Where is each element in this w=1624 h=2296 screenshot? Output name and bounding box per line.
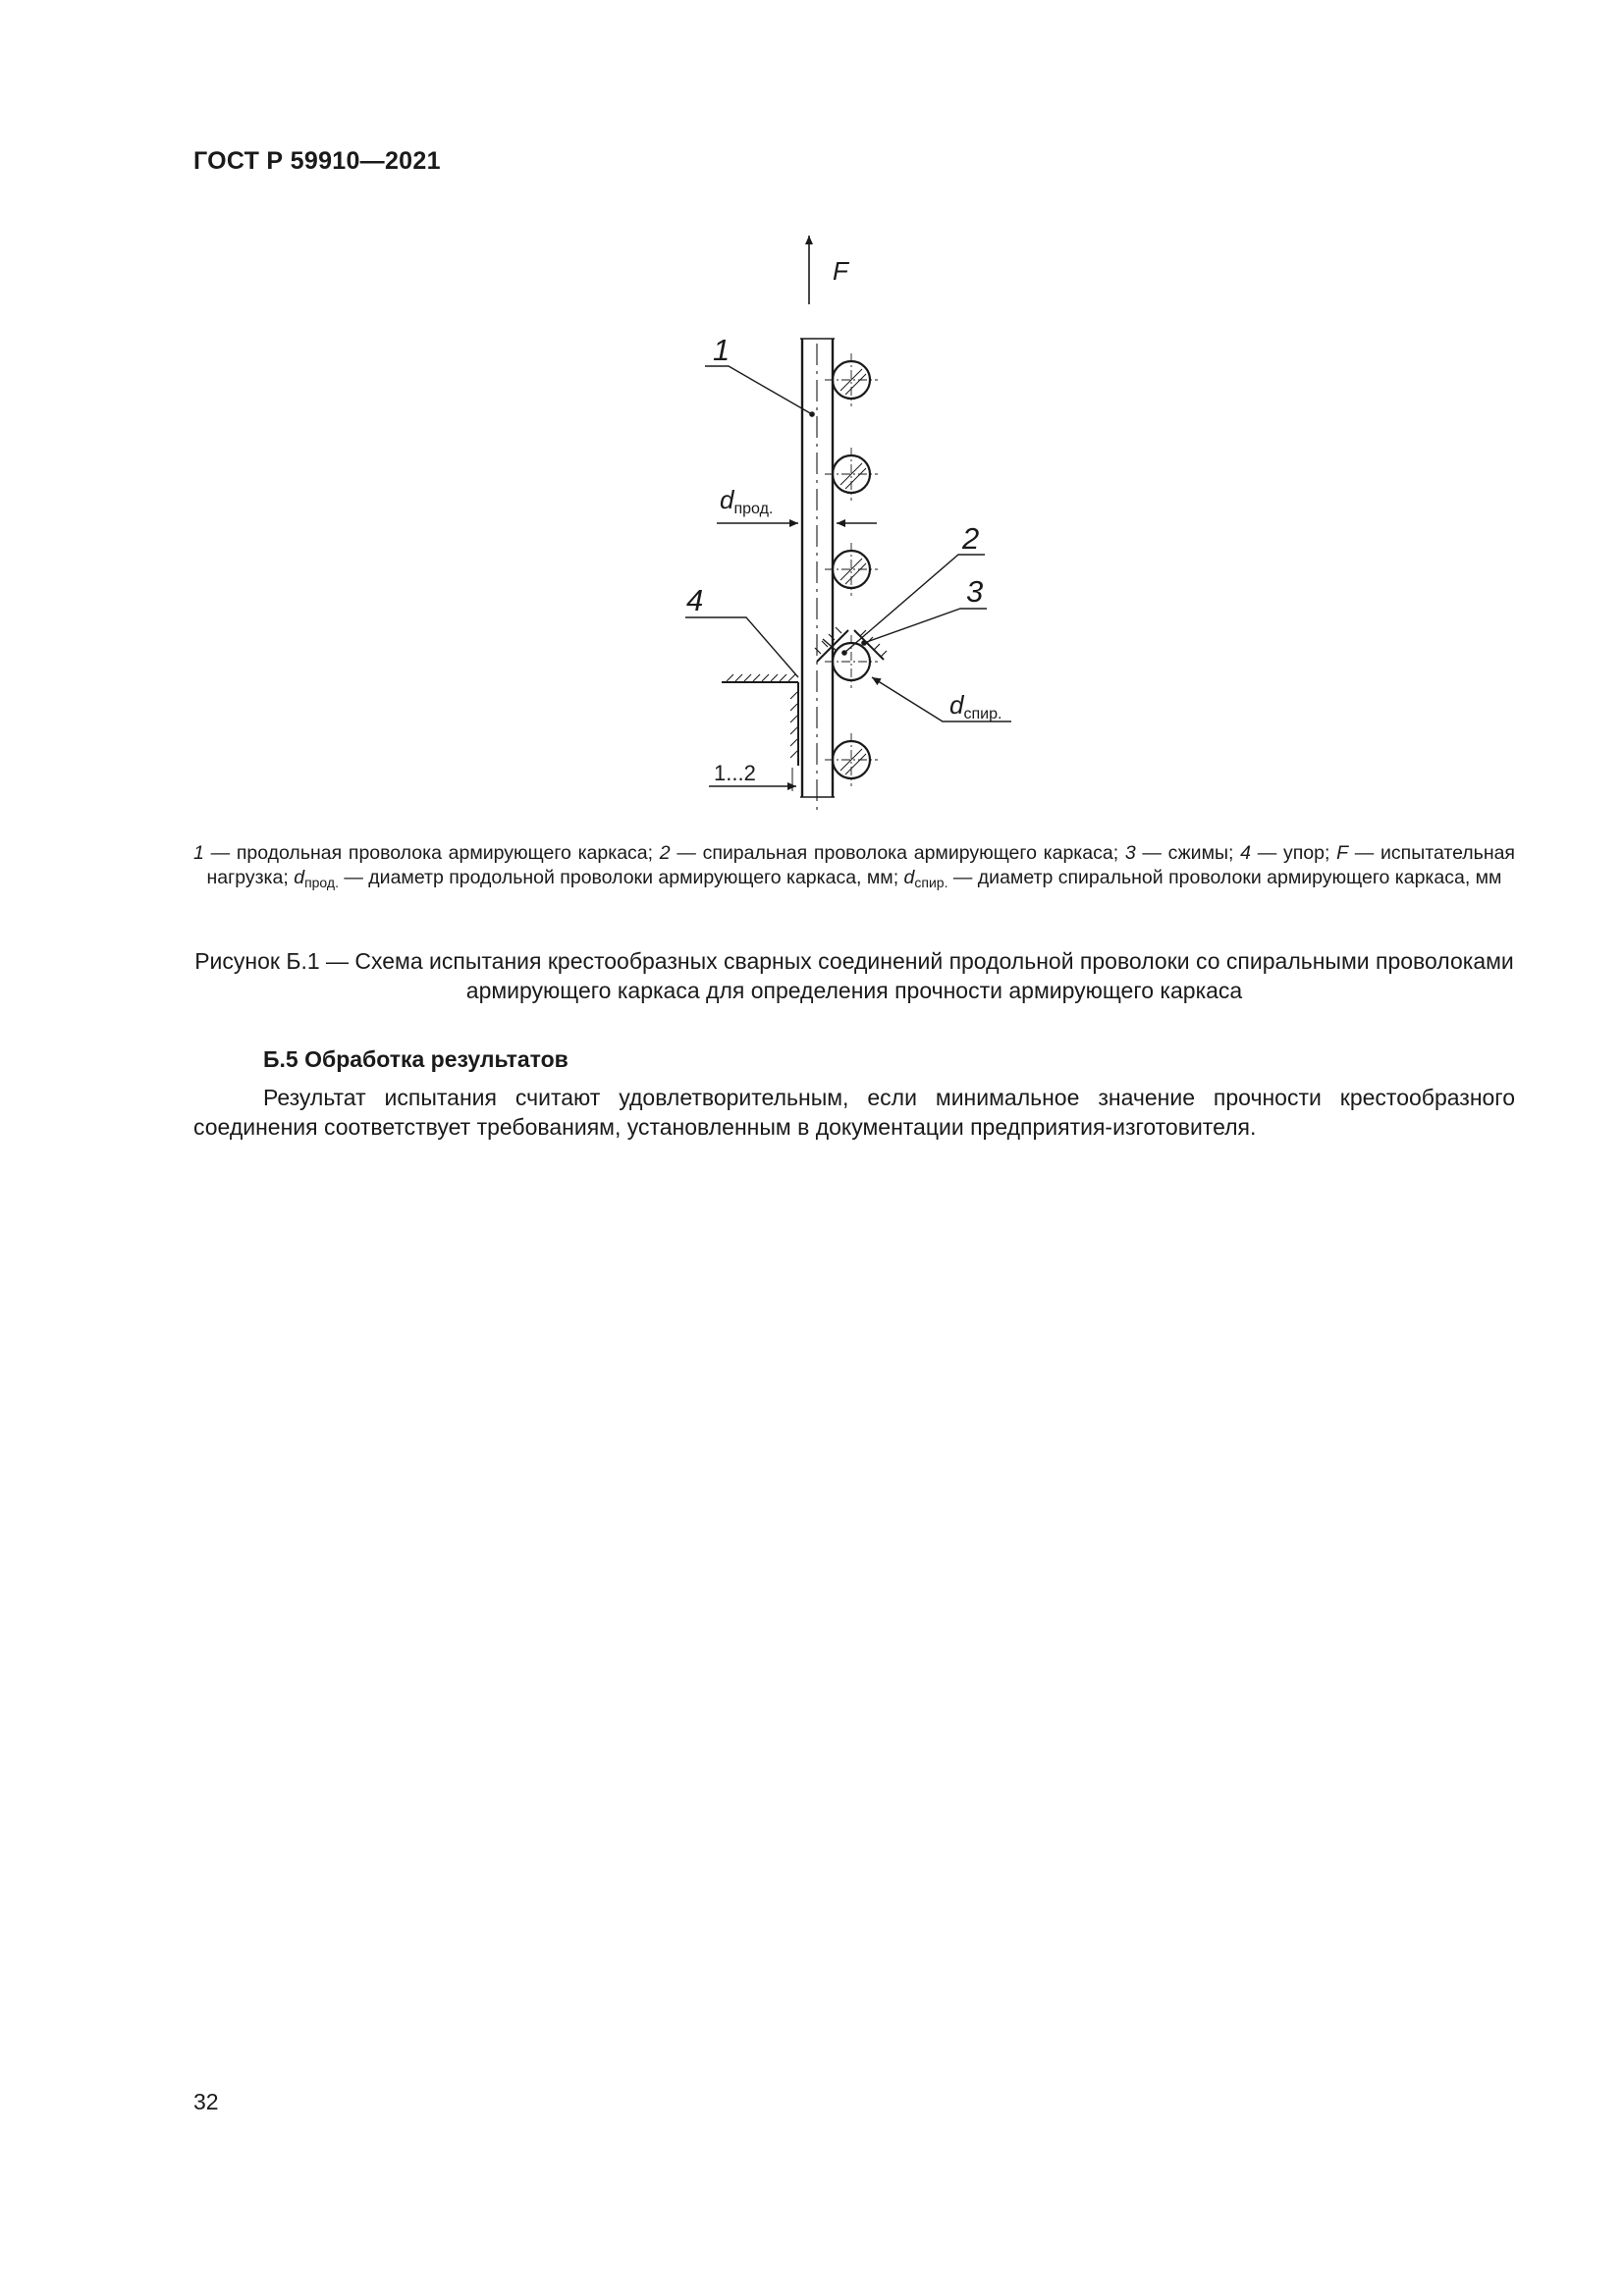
callout-label-3: 3 — [966, 574, 984, 609]
legend-text-3: — сжимы; — [1135, 842, 1241, 864]
dimension-label-d-spir: dспир. — [949, 690, 1002, 722]
leader-line-4 — [685, 617, 798, 677]
dimension-label-gap: 1...2 — [714, 761, 756, 785]
legend-key-4: 4 — [1240, 842, 1252, 864]
leader-line-1 — [705, 366, 815, 417]
section-paragraph: Результат испытания считают удовлетворительным, если минимальное значение прочности крестообразного соединения соответствует требованиям, установленным в документации предприятия-изготовителя. — [193, 1085, 1515, 1140]
legend-key-d-spir: d — [903, 867, 915, 888]
dimension-label-d-prod: dпрод. — [720, 485, 774, 517]
figure-caption: Рисунок Б.1 — Схема испытания крестообразных сварных соединений продольной проволоки со спиральными проволоками армирующего каркаса для определения прочности армирующего каркаса — [194, 948, 1514, 1003]
callout-label-2: 2 — [962, 521, 980, 556]
legend-text-d-spir: — диаметр спиральной проволоки армирующего каркаса, мм — [947, 867, 1502, 888]
stop-support — [722, 674, 798, 766]
legend-key-1: 1 — [193, 842, 204, 864]
legend-text-1: — продольная проволока армирующего каркаса; — [203, 842, 660, 864]
legend-sub-d-prod: прод. — [304, 875, 339, 890]
section-title: Б.5 Обработка результатов — [263, 1046, 568, 1072]
clamp-jaws — [815, 627, 887, 662]
legend-key-f: F — [1336, 842, 1349, 864]
legend-sub-d-spir: спир. — [914, 875, 948, 890]
legend-text-f: — испытательная нагрузка; — [206, 842, 1515, 888]
legend-key-3: 3 — [1124, 842, 1136, 864]
legend-text-2: — спиральная проволока армирующего каркаса; — [670, 842, 1125, 864]
legend-text-d-prod: — диаметр продольной проволоки армирующего каркаса, мм; — [338, 867, 904, 888]
callout-label-4: 4 — [686, 583, 704, 617]
callout-label-1: 1 — [713, 333, 731, 367]
test-scheme-drawing — [677, 221, 1051, 820]
legend-text-4: — упор; — [1251, 842, 1330, 864]
figure-legend — [193, 841, 1515, 890]
legend-key-2: 2 — [659, 842, 671, 864]
document-header: ГОСТ Р 59910—2021 — [193, 147, 441, 175]
page-number: 32 — [193, 2089, 219, 2114]
force-label: F — [833, 256, 848, 286]
test-scheme-figure — [677, 221, 1051, 820]
leader-line-3 — [861, 609, 987, 646]
legend-key-d-prod: d — [294, 867, 305, 888]
